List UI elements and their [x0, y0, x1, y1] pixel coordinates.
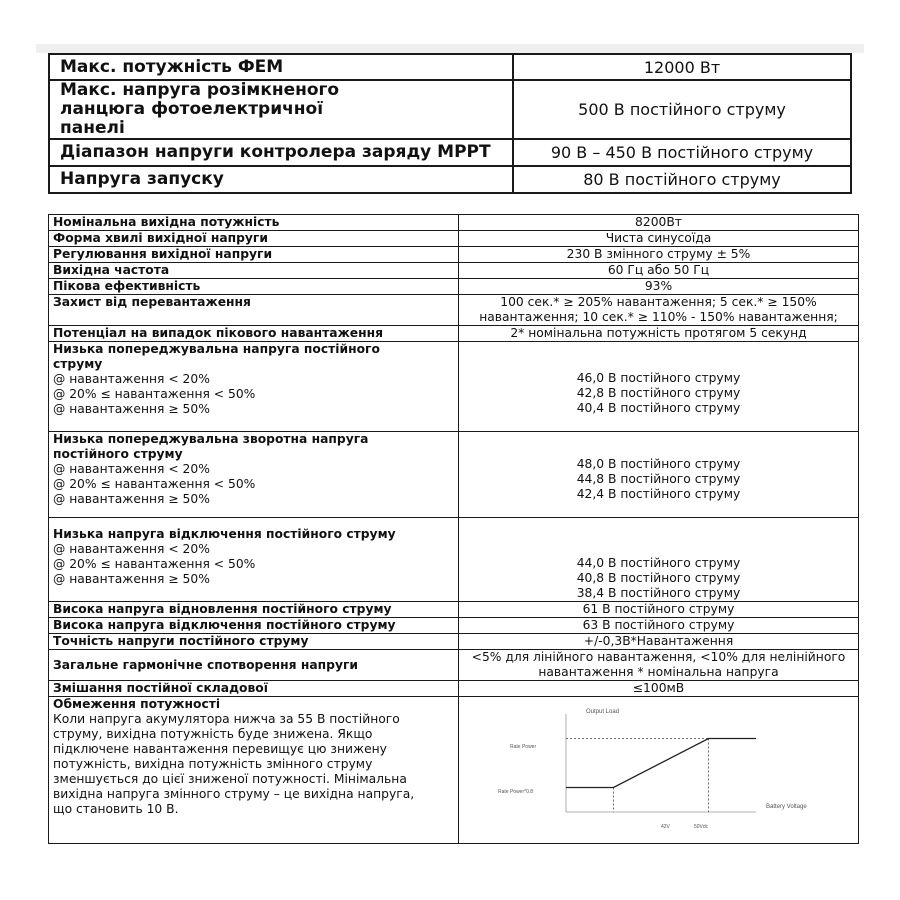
spec-value: <5% для лінійного навантаження, <10% для нелінійного навантаження * номінальна напруга [459, 650, 859, 681]
condition-text: @ 20% ≤ навантаження < 50% [53, 477, 256, 491]
spec-label: Висока напруга відновлення постійного струму [53, 602, 392, 616]
spec-value: 60 Гц або 50 Гц [459, 263, 859, 279]
table-row [49, 166, 851, 193]
table-row [49, 432, 859, 518]
spec-label: Низька попереджувальна зворотна напруга постійного струму [53, 432, 369, 461]
pv-spec-table [48, 53, 852, 194]
spec-label: Низька попереджувальна напруга постійного струму [53, 342, 380, 371]
table-row [49, 697, 859, 844]
spec-value: 2* номінальна потужність протягом 5 секунд [459, 326, 859, 342]
table-row [49, 247, 859, 263]
table-row [49, 518, 859, 602]
output-spec-table [48, 214, 859, 844]
table-row [49, 139, 851, 166]
spec-value: Чиста синусоїда [459, 231, 859, 247]
y-axis-title: Output Load [585, 709, 619, 715]
spec-value: 8200Вт [459, 215, 859, 231]
condition-text: @ 20% ≤ навантаження < 50% [53, 557, 256, 571]
spec-value: 90 В – 450 В постійного струму [513, 139, 851, 166]
spec-value: +/-0,3В*Навантаження [459, 634, 859, 650]
table-row [49, 54, 851, 80]
spec-label [49, 80, 513, 139]
table-row [49, 295, 859, 326]
spec-label: Точність напруги постійного струму [53, 634, 309, 648]
table-row [49, 326, 859, 342]
spec-value: 93% [459, 279, 859, 295]
spec-value: 40,8 В постійного струму [576, 571, 741, 585]
power-limit-description: Коли напруга акумулятора нижча за 55 В постійного струму, вихідна потужність буде знижена. Якщо підключене навантаження перевищує цю знижену потужність, вихідна потужність змінного струму зменшується до цієї зниженої потужності. Мінімальна вихідна напруга змінного струму – це вихідна напруга, що становить 10 В. [53, 712, 415, 816]
condition-text: @ навантаження ≥ 50% [53, 492, 210, 506]
table-row [49, 215, 859, 231]
spec-value: 42,4 В постійного струму [576, 487, 741, 501]
series-line [566, 739, 756, 788]
spec-label: Висока напруга відключення постійного струму [53, 618, 396, 632]
spec-label: Змішання постійної складової [53, 681, 268, 695]
spec-value: 61 В постійного струму [459, 602, 859, 618]
spec-value: 80 В постійного струму [513, 166, 851, 193]
x-axis-title: Battery Voltage [765, 804, 807, 810]
condition-text: @ 20% ≤ навантаження < 50% [53, 387, 256, 401]
condition-text: @ навантаження < 20% [53, 542, 210, 556]
spec-label: Діапазон напруги контролера заряду MPPT [49, 139, 513, 166]
spec-value: 48,0 В постійного струму [576, 457, 741, 471]
spec-value: 38,4 В постійного струму [576, 586, 741, 600]
spec-value: 42,8 В постійного струму [576, 386, 741, 400]
table-row [49, 618, 859, 634]
top-band [36, 44, 864, 53]
condition-text: @ навантаження < 20% [53, 462, 210, 476]
table-row [49, 342, 859, 432]
spec-label: Захист від перевантаження [53, 295, 251, 309]
spec-label: Номінальна вихідна потужність [53, 215, 280, 229]
y-tick-label-high: Rate Power [509, 744, 536, 750]
spec-label: Низька напруга відключення постійного струму [53, 527, 396, 541]
y-tick-label-low: Rate Power*0.8 [497, 789, 533, 795]
power-limit-chart-cell [459, 697, 859, 844]
spec-value: 44,8 В постійного струму [576, 472, 741, 486]
condition-text: @ навантаження < 20% [53, 372, 210, 386]
condition-text: @ навантаження ≥ 50% [53, 402, 210, 416]
spec-label: Вихідна частота [53, 263, 170, 277]
spec-label: Потенціал на випадок пікового навантаження [53, 326, 384, 340]
table-row [49, 602, 859, 618]
spec-value: 63 В постійного струму [459, 618, 859, 634]
x-tick-label-2: 50Vdc [693, 824, 708, 830]
spec-label: Форма хвилі вихідної напруги [53, 231, 268, 245]
spec-label: Пікова ефективність [53, 279, 201, 293]
spec-value: 40,4 В постійного струму [576, 401, 741, 415]
condition-text: @ навантаження ≥ 50% [53, 572, 210, 586]
table-row [49, 263, 859, 279]
spec-label: Макс. потужність ФЕМ [49, 54, 513, 80]
table-row [49, 681, 859, 697]
spec-label: Обмеження потужності [53, 697, 221, 711]
spec-label: Напруга запуску [49, 166, 513, 193]
table-row [49, 80, 851, 139]
table-row [49, 634, 859, 650]
spec-value: ≤100мВ [459, 681, 859, 697]
spec-value: 100 сек.* ≥ 205% навантаження; 5 сек.* ≥ 150% навантаження; 10 сек.* ≥ 110% - 150% навантаження; [459, 295, 859, 326]
spec-label: Загальне гармонічне спотворення напруги [53, 657, 359, 672]
spec-label-text: Макс. напруга розімкненого ланцюга фотоелектричної панелі [60, 80, 340, 138]
spec-value: 46,0 В постійного струму [576, 371, 741, 385]
spec-value: 12000 Вт [513, 54, 851, 80]
spec-value: 44,0 В постійного струму [576, 556, 741, 570]
spec-value: 500 В постійного струму [513, 80, 851, 139]
table-row [49, 279, 859, 295]
x-tick-label-1: 42V [660, 824, 670, 830]
table-row [49, 650, 859, 681]
table-row [49, 231, 859, 247]
spec-label: Регулювання вихідної напруги [53, 247, 273, 261]
spec-value: 230 В змінного струму ± 5% [459, 247, 859, 263]
power-limit-chart [494, 700, 824, 840]
